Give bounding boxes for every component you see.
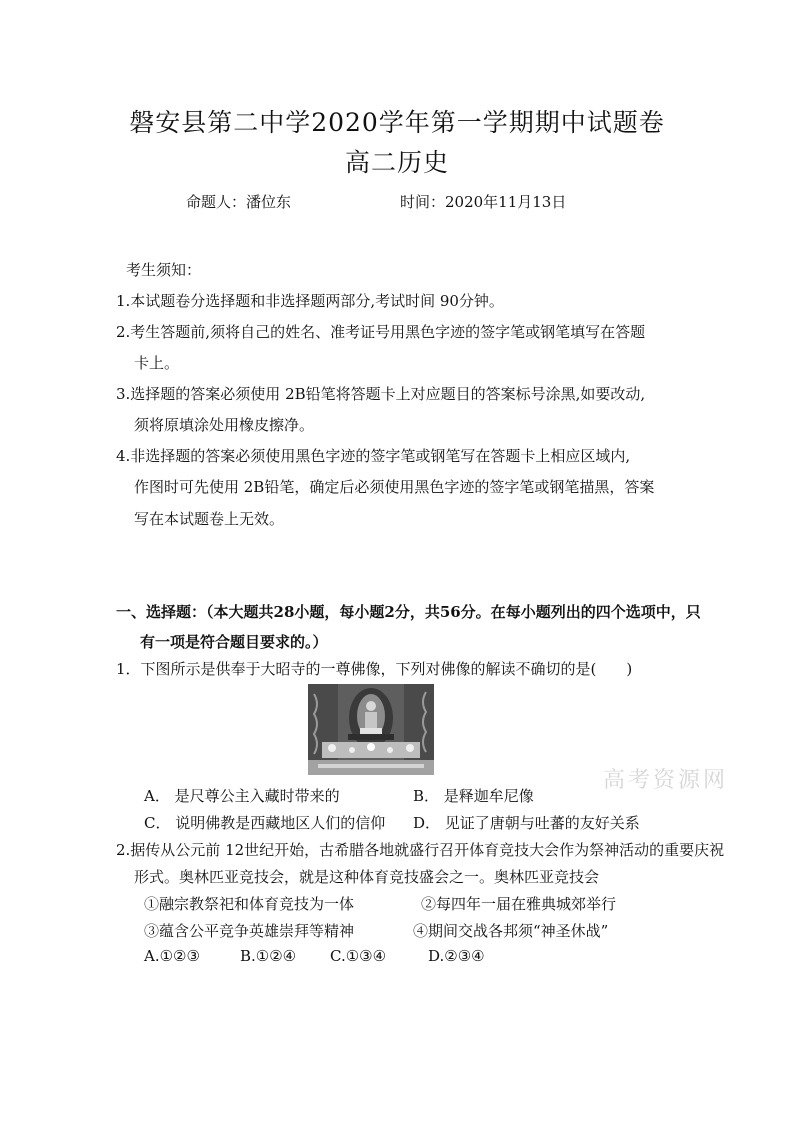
q1-option-c: C． 说明佛教是西藏地区人们的信仰: [144, 814, 386, 832]
notice-line: 写在本试题卷上无效。: [134, 510, 285, 528]
notice-line: 4.非选择题的答案必须使用黑色字迹的签字笔或钢笔写在答题卡上相应区域内,: [116, 447, 631, 465]
notice-line: 须将原填涂处用橡皮擦净。: [134, 416, 315, 434]
notice-line: 卡上。: [134, 354, 180, 372]
q1-option-d: D． 见证了唐朝与吐蕃的友好关系: [413, 814, 640, 832]
q1-option-a: A． 是尺尊公主入藏时带来的: [144, 787, 340, 805]
q2-item-2: ②每四年一届在雅典城郊举行: [421, 895, 617, 913]
notice-heading: 考生须知：: [126, 261, 202, 279]
section-heading: 一、选择题：（本大题共28小题，每小题2分，共56分。在每小题列出的四个选项中，只: [116, 603, 701, 621]
date-line: 时间：2020年11月13日: [400, 193, 567, 211]
notice-line: 作图时可先使用 2B铅笔，确定后必须使用黑色字迹的签字笔或钢笔描黑，答案: [134, 478, 655, 496]
subject-title: 高二历史: [344, 148, 449, 177]
section-heading-cont: 有一项是符合题目要求的。）: [140, 633, 328, 651]
watermark: 高考资源网: [603, 768, 729, 793]
notice-line: 1.本试题卷分选择题和非选择题两部分,考试时间 90分钟。: [116, 292, 504, 310]
q2-item-3: ③蕴含公平竞争英雄崇拜等精神: [144, 922, 355, 940]
author-line: 命题人：潘位东: [186, 193, 292, 211]
buddha-statue-photo: [308, 684, 434, 775]
q2-item-4: ④期间交战各邦须“神圣休战”: [413, 922, 609, 940]
q2-choice-a: A.①②③: [144, 947, 200, 965]
question-2-stem-cont: 形式。奥林匹亚竞技会，就是这种体育竞技盛会之一。奥林匹亚竞技会: [134, 868, 600, 886]
q1-option-b: B． 是释迦牟尼像: [413, 787, 534, 805]
q2-item-1: ①融宗教祭祀和体育竞技为一体: [144, 895, 355, 913]
notice-line: 3.选择题的答案必须使用 2B铅笔将答题卡上对应题目的答案标号涂黑,如要改动,: [116, 385, 646, 403]
question-2-stem: 2.据传从公元前 12世纪开始，古希腊各地就盛行召开体育竞技大会作为祭神活动的重要庆祝: [116, 841, 725, 859]
exam-title: 磐安县第二中学2020学年第一学期期中试题卷: [129, 108, 665, 137]
notice-line: 2.考生答题前,须将自己的姓名、准考证号用黑色字迹的签字笔或钢笔填写在答题: [116, 323, 646, 341]
q2-choice-d: D.②③④: [428, 947, 485, 965]
q2-choice-c: C.①③④: [330, 947, 387, 965]
question-1-stem: 1．下图所示是供奉于大昭寺的一尊佛像，下列对佛像的解读不确切的是( ): [116, 660, 633, 678]
q2-choice-b: B.①②④: [240, 947, 297, 965]
